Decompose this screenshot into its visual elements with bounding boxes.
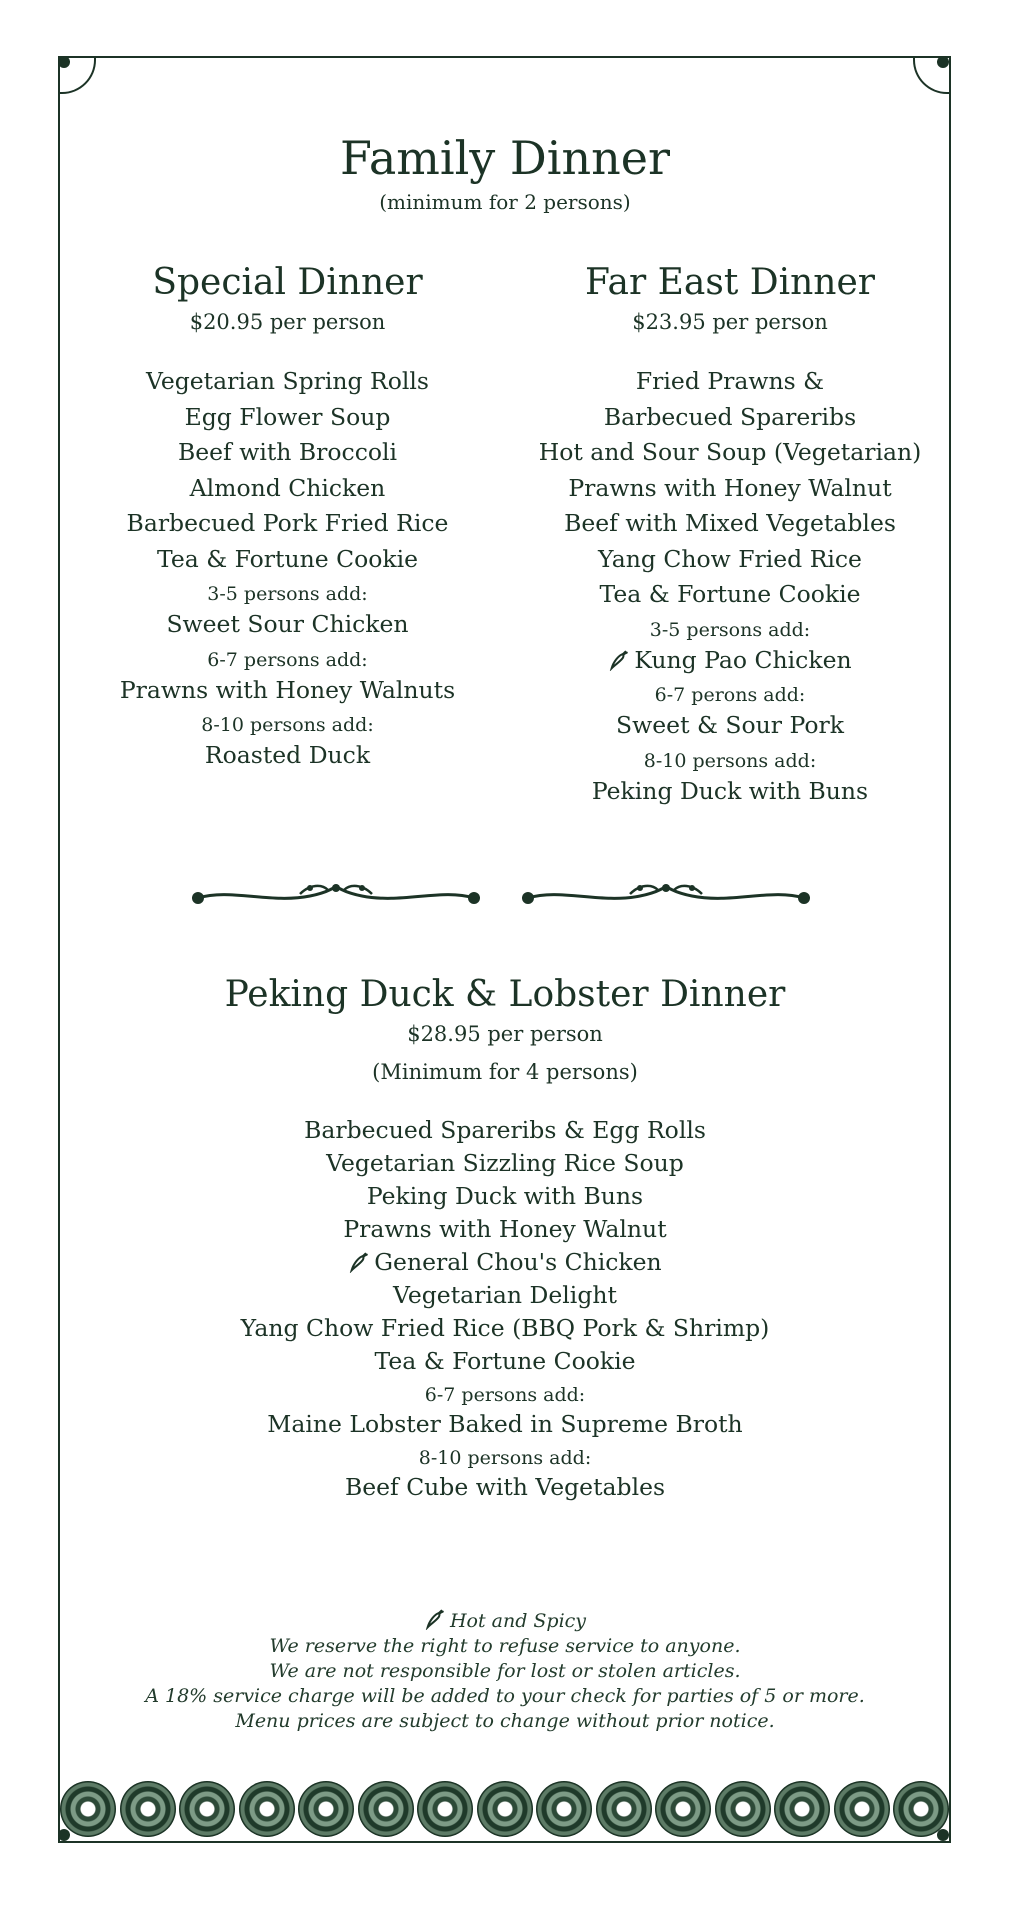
add-item: Sweet & Sour Pork (616, 711, 844, 739)
page-title: Family Dinner (340, 131, 670, 185)
menu-item: Prawns with Honey Walnut (343, 1215, 667, 1243)
dragon-medallion-icon (715, 1781, 771, 1837)
special-dinner-price: $20.95 per person (189, 310, 386, 334)
dragon-medallion-icon (179, 1781, 235, 1837)
note-line: We are not responsible for lost or stolen articles. (269, 1660, 741, 1682)
dragon-medallion-icon (60, 1781, 116, 1837)
page-header (0, 128, 1010, 216)
menu-item-label: General Chou's Chicken (374, 1248, 662, 1276)
chili-pepper-icon (608, 649, 630, 671)
add-item: Peking Duck with Buns (591, 776, 869, 805)
special-dinner-title: Special Dinner (152, 262, 423, 303)
add-item-spicy (520, 643, 940, 679)
dragon-medallion-icon (834, 1781, 890, 1837)
dragon-medallion-icon (893, 1781, 949, 1837)
menu-item: Beef with Mixed Vegetables (564, 509, 896, 537)
dragon-medallion-icon (239, 1781, 295, 1837)
peking-dinner-minimum: (Minimum for 4 persons) (372, 1060, 638, 1084)
menu-item: Fried Prawns & (635, 367, 825, 395)
peking-dinner-price: $28.95 per person (407, 1022, 603, 1046)
menu-item: Vegetarian Delight (393, 1281, 617, 1309)
add-label: 3-5 persons add: (207, 583, 368, 605)
dragon-medallion-icon (120, 1781, 176, 1837)
corner-dot-top-right (937, 56, 949, 68)
far-east-dinner-title: Far East Dinner (584, 262, 876, 303)
add-item: Sweet Sour Chicken (166, 610, 409, 638)
menu-item: Tea & Fortune Cookie (156, 544, 419, 573)
menu-item: Yang Chow Fried Rice (598, 544, 862, 573)
chili-pepper-icon (424, 1608, 446, 1630)
special-dinner-section (90, 260, 485, 774)
menu-notes (0, 1608, 1010, 1734)
add-label: 6-7 persons add: (424, 1384, 586, 1406)
menu-item: Vegetarian Spring Rolls (146, 367, 429, 395)
menu-item: Tea & Fortune Cookie (599, 580, 861, 608)
page-subtitle: (minimum for 2 persons) (379, 190, 631, 214)
peking-dinner-section (0, 972, 1010, 1504)
spicy-legend (0, 1608, 1010, 1634)
corner-dot-top-left (58, 56, 70, 68)
menu-item: Vegetarian Sizzling Rice Soup (326, 1149, 684, 1177)
add-label: 6-7 persons add: (207, 648, 368, 671)
dragon-medallion-icon (358, 1781, 414, 1837)
add-label: 6-7 perons add: (654, 684, 806, 706)
note-line: We reserve the right to refuse service to anyone. (269, 1635, 741, 1657)
menu-item-spicy (0, 1246, 1010, 1279)
add-item: Maine Lobster Baked in Supreme Broth (267, 1410, 743, 1438)
dragon-medallion-icon (477, 1781, 533, 1837)
note-line: A 18% service charge will be added to your check for parties of 5 or more. (145, 1685, 865, 1707)
dragon-medallion-icon (596, 1781, 652, 1837)
menu-item: Tea & Fortune Cookie (374, 1347, 636, 1375)
menu-item: Barbecued Spareribs & Egg Rolls (304, 1116, 706, 1144)
add-item: Roasted Duck (204, 741, 371, 769)
note-line: Menu prices are subject to change without prior notice. (235, 1710, 775, 1732)
menu-item: Beef with Broccoli (177, 438, 398, 466)
menu-item: Prawns with Honey Walnut (568, 473, 892, 502)
dragon-medallion-icon (417, 1781, 473, 1837)
add-label: 8-10 persons add: (643, 749, 817, 772)
far-east-dinner-price: $23.95 per person (632, 310, 828, 334)
chili-pepper-icon (348, 1251, 370, 1273)
scroll-ornament-right (520, 878, 812, 908)
menu-item: Barbecued Spareribs (603, 402, 857, 431)
add-label: 8-10 persons add: (201, 714, 374, 736)
peking-dinner-title: Peking Duck & Lobster Dinner (224, 974, 786, 1015)
spicy-legend-label: Hot and Spicy (449, 1610, 587, 1632)
dragon-medallion-band (60, 1780, 949, 1838)
menu-item: Barbecued Pork Fried Rice (126, 509, 449, 537)
dragon-medallion-icon (536, 1781, 592, 1837)
add-item: Beef Cube with Vegetables (344, 1473, 666, 1501)
menu-item: Almond Chicken (189, 473, 386, 502)
menu-item: Hot and Sour Soup (Vegetarian) (538, 438, 922, 466)
add-item: Prawns with Honey Walnuts (119, 675, 456, 704)
add-item-label: Kung Pao Chicken (634, 645, 852, 674)
menu-item: Egg Flower Soup (184, 402, 391, 431)
dragon-medallion-icon (774, 1781, 830, 1837)
add-label: 8-10 persons add: (418, 1447, 592, 1469)
dragon-medallion-icon (298, 1781, 354, 1837)
menu-item: Peking Duck with Buns (366, 1182, 644, 1210)
menu-item: Yang Chow Fried Rice (BBQ Pork & Shrimp) (240, 1314, 770, 1342)
dragon-medallion-icon (655, 1781, 711, 1837)
scroll-ornament-left (190, 878, 482, 908)
add-label: 3-5 persons add: (649, 618, 811, 641)
far-east-dinner-section (520, 260, 940, 809)
